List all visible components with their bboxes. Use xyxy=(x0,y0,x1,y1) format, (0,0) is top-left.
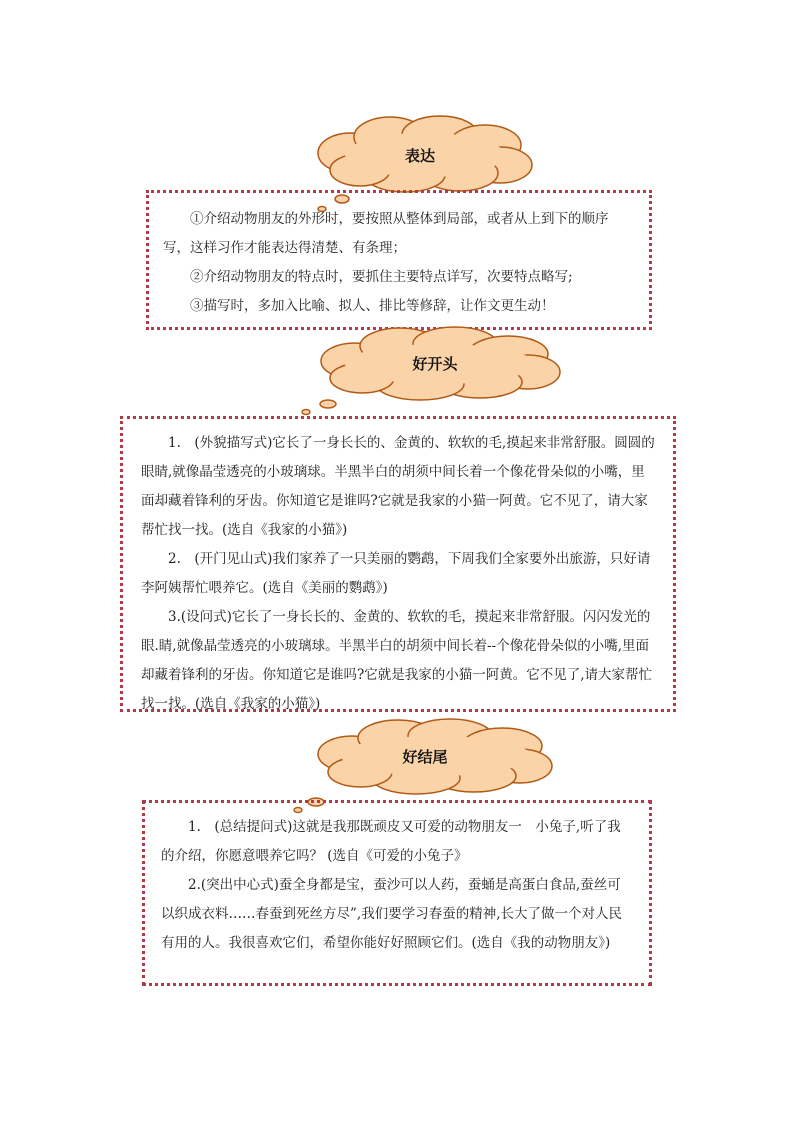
paragraph: 1. (总结提问式)这就是我那既顽皮又可爱的动物朋友一 小兔子,听了我的介绍，你愿意喂养它吗？ (选自《可爱的小兔子》 xyxy=(161,819,621,864)
paragraph: 2. (开门见山式)我们家养了一只美丽的鹦鹉，下周我们全家要外出旅游，只好请李阿姨帮忙喂养它。(选自《美丽的鹦鹉》) xyxy=(141,551,651,596)
paragraph: 1. (外貌描写式)它长了一身长长的、金黄的、软软的毛,摸起来非常舒服。圆圆的眼睛,就像晶莹透亮的小玻璃球。半黑半白的胡须中间长着一个像花骨朵似的小嘴，里面却藏着锋利的牙齿。你知道它是谁吗?它就是我家的小猫一阿黄。它不见了，请大家帮忙找一找。(选自《我家的小猫》) xyxy=(141,435,655,538)
section-title: 表达 xyxy=(404,146,435,165)
section-title: 好开头 xyxy=(412,354,458,373)
cloud-heading-good-opening xyxy=(300,326,570,426)
paragraph: ①介绍动物朋友的外形时，要按照从整体到局部，或者从上到下的顺序写，这样习作才能表达得清楚、有条理； xyxy=(163,211,609,256)
expression-tips-box xyxy=(146,190,652,330)
good-opening-box xyxy=(120,416,676,712)
section-title: 好结尾 xyxy=(402,747,448,766)
good-ending-box xyxy=(142,800,652,986)
paragraph: 3.(设问式)它长了一身长长的、金黄的、软软的毛，摸起来非常舒服。闪闪发光的眼.睛,就像晶莹透亮的小玻璃球。半黑半白的胡须中间长着--个像花骨朵似的小嘴,里面却藏着锋利的牙齿。你知道它是谁吗?它就是我家的小猫一阿黄。它不见了,请大家帮忙找一找。(选自《我家的小猫》) xyxy=(141,609,653,712)
paragraph: ③描写时，多加入比喻、拟人、排比等修辞，让作文更生动！ xyxy=(190,298,555,314)
paragraph: ②介绍动物朋友的特点时，要抓住主要特点详写，次要特点略写; xyxy=(190,269,573,285)
paragraph: 2.(突出中心式)蚕全身都是宝，蚕沙可以人药，蚕蛹是高蛋白食品,蚕丝可以织成衣料……春蚕到死丝方尽”,我们要学习春蚕的精神,长大了做一个对人民有用的人。我很喜欢它们，希望你能好好照顾它们。(选自《我的动物朋友》) xyxy=(161,877,622,951)
